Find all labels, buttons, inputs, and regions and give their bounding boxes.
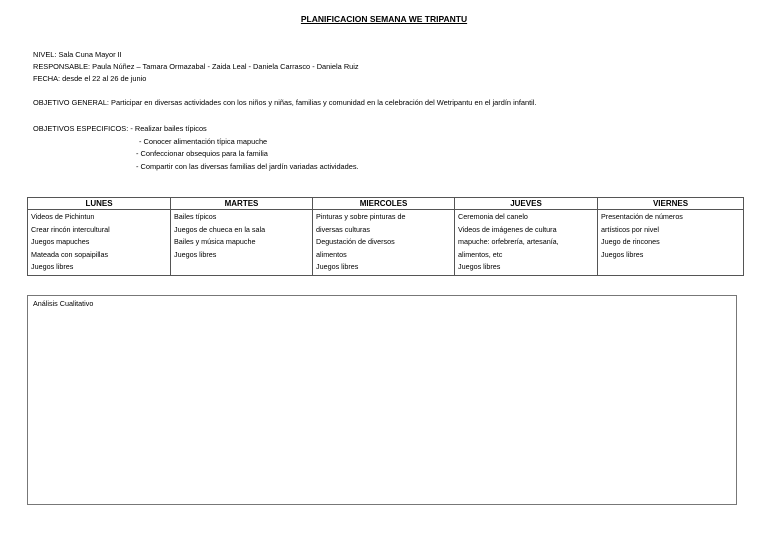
header-info <box>33 49 359 85</box>
objetivo-item: - Confeccionar obsequios para la familia <box>136 149 268 158</box>
activity-item: Juegos mapuches <box>31 237 90 246</box>
activity-item: diversas culturas <box>316 224 370 234</box>
nivel-line: NIVEL: Sala Cuna Mayor II <box>33 50 122 59</box>
objetivos-especificos-label: OBJETIVOS ESPECIFICOS: <box>33 124 131 133</box>
day-header-jueves: JUEVES <box>455 198 598 210</box>
day-header-lunes: LUNES <box>28 198 171 210</box>
objetivo-item: - Realizar bailes típicos <box>130 124 207 133</box>
activity-item: Juegos libres <box>316 262 359 271</box>
objetivos-especificos <box>33 123 359 173</box>
activity-item: Bailes y música mapuche <box>174 237 256 246</box>
day-header-viernes: VIERNES <box>598 198 744 210</box>
activity-item: Presentación de números <box>601 212 683 221</box>
activity-item: Ceremonia del canelo <box>458 212 528 221</box>
activity-item: Juegos de chueca en la sala <box>174 224 266 234</box>
activities-miercoles <box>313 210 455 276</box>
day-header-martes: MARTES <box>171 198 313 210</box>
fecha-line: FECHA: desde el 22 al 26 de junio <box>33 74 147 83</box>
activity-item: Videos de Pichintun <box>31 212 95 221</box>
table-header-row <box>28 198 744 210</box>
activity-item: artísticos por nivel <box>601 224 659 234</box>
day-header-miercoles: MIERCOLES <box>313 198 455 210</box>
activity-item: Juego de rincones <box>601 237 660 246</box>
activities-viernes <box>598 210 744 276</box>
objetivo-item: - Compartir con las diversas familias del jardín variadas actividades. <box>136 161 359 171</box>
activity-item: Bailes típicos <box>174 212 217 221</box>
activity-item: alimentos <box>316 249 347 259</box>
table-row <box>28 210 744 276</box>
analisis-cualitativo-box <box>27 295 737 505</box>
activity-item: Crear rincón intercultural <box>31 224 110 234</box>
responsable-line: RESPONSABLE: Paula Núñez – Tamara Ormazabal - Zaida Leal - Daniela Carrasco - Daniela Ruiz <box>33 62 359 71</box>
activity-item: Juegos libres <box>458 262 501 271</box>
activity-item: Juegos libres <box>31 262 74 271</box>
activity-item: Juegos libres <box>174 249 217 259</box>
weekly-schedule-table <box>27 197 744 276</box>
activity-item: Videos de imágenes de cultura <box>458 224 557 234</box>
objetivo-item: - Conocer alimentación típica mapuche <box>139 136 268 146</box>
activities-lunes <box>28 210 171 276</box>
analisis-cualitativo-label: Análisis Cualitativo <box>33 299 94 308</box>
activity-item: Degustación de diversos <box>316 237 395 246</box>
activity-item: mapuche: orfebrería, artesanía, <box>458 237 559 246</box>
activity-item: Juegos libres <box>601 249 644 259</box>
page-title: PLANIFICACION SEMANA WE TRIPANTU <box>300 14 468 24</box>
objetivo-general: OBJETIVO GENERAL: Participar en diversas actividades con los niños y niñas, familias y comunidad en la celebración del Wetripantu en el jardín infantil. <box>33 98 537 107</box>
activity-item: Mateada con sopaipillas <box>31 249 109 259</box>
activity-item: Pinturas y sobre pinturas de <box>316 212 406 221</box>
activities-martes <box>171 210 313 276</box>
activity-item: alimentos, etc <box>458 249 503 259</box>
activities-jueves <box>455 210 598 276</box>
